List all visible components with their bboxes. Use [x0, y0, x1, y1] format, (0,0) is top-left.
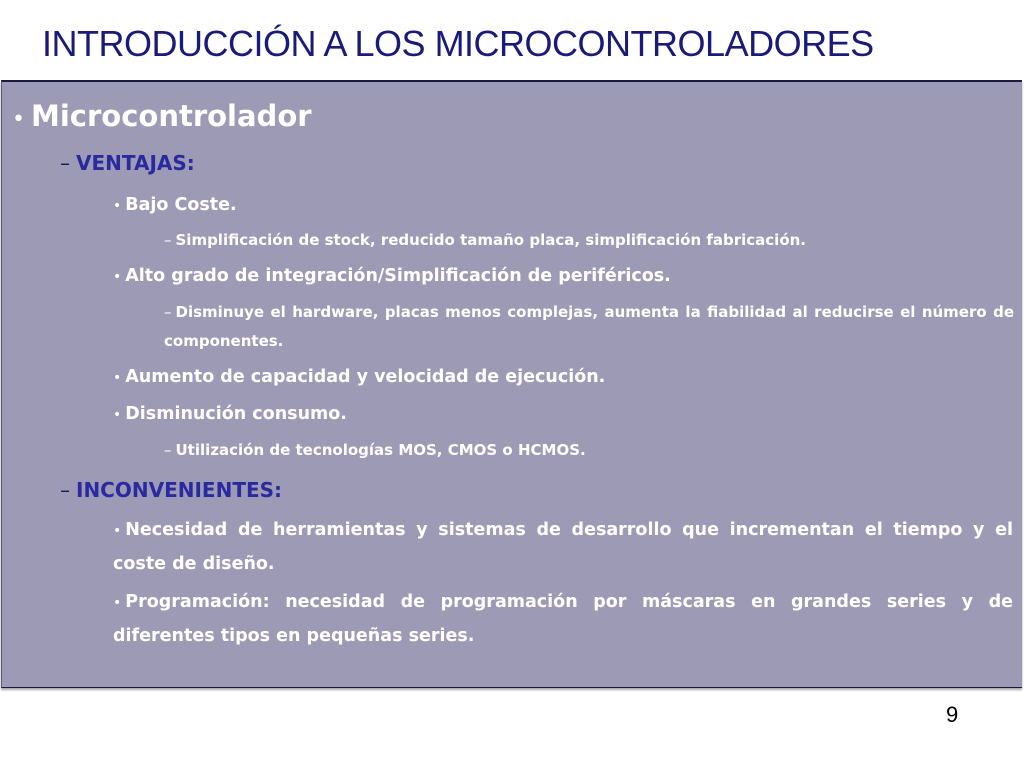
section-inconvenientes	[60, 475, 282, 505]
bullet-icon: •	[113, 523, 122, 539]
heading-microcontrolador	[12, 94, 312, 142]
list-item	[113, 260, 1013, 294]
list-item-text: Disminución consumo.	[125, 404, 347, 424]
bullet-icon: •	[113, 198, 122, 214]
list-item	[113, 586, 1013, 653]
bullet-icon: •	[12, 107, 25, 132]
list-item	[113, 189, 1013, 223]
bullet-icon: •	[113, 407, 122, 423]
sub-list-item	[164, 298, 1014, 356]
section-label: VENTAJAS:	[76, 151, 195, 175]
list-item	[113, 398, 1013, 432]
sub-list-item-text: Simplificación de stock, reducido tamaño placa, simplificación fabricación.	[175, 231, 807, 249]
sub-list-item-text: Disminuye el hardware, placas menos complejas, aumenta la fiabilidad al reducirse el número de componentes.	[164, 303, 1014, 350]
heading-text: Microcontrolador	[30, 99, 312, 133]
list-item-text: Alto grado de integración/Simplificación de periféricos.	[125, 266, 671, 286]
sub-list-item	[164, 436, 1014, 465]
section-label: INCONVENIENTES:	[76, 478, 283, 502]
dash-icon: –	[164, 231, 172, 249]
list-item-text: Programación: necesidad de programación por máscaras en grandes series y de diferentes tipos en pequeñas series.	[113, 592, 1013, 646]
dash-icon: –	[60, 151, 70, 175]
bullet-icon: •	[113, 269, 122, 285]
dash-icon: –	[164, 441, 172, 459]
sub-list-item-text: Utilización de tecnologías MOS, CMOS o HCMOS.	[175, 441, 586, 459]
list-item-text: Necesidad de herramientas y sistemas de desarrollo que incrementan el tiempo y el coste de diseño.	[113, 520, 1013, 574]
sub-list-item	[164, 226, 1014, 255]
section-ventajas	[60, 148, 195, 178]
bullet-icon: •	[113, 595, 122, 611]
list-item-text: Aumento de capacidad y velocidad de ejecución.	[125, 367, 606, 387]
dash-icon: –	[164, 303, 172, 321]
dash-icon: –	[60, 478, 70, 502]
list-item	[113, 361, 1013, 395]
bullet-icon: •	[113, 370, 122, 386]
slide-title: INTRODUCCIÓN A LOS MICROCONTROLADORES	[42, 23, 874, 64]
list-item	[113, 514, 1013, 581]
page-number: 9	[946, 702, 959, 727]
list-item-text: Bajo Coste.	[125, 195, 237, 215]
